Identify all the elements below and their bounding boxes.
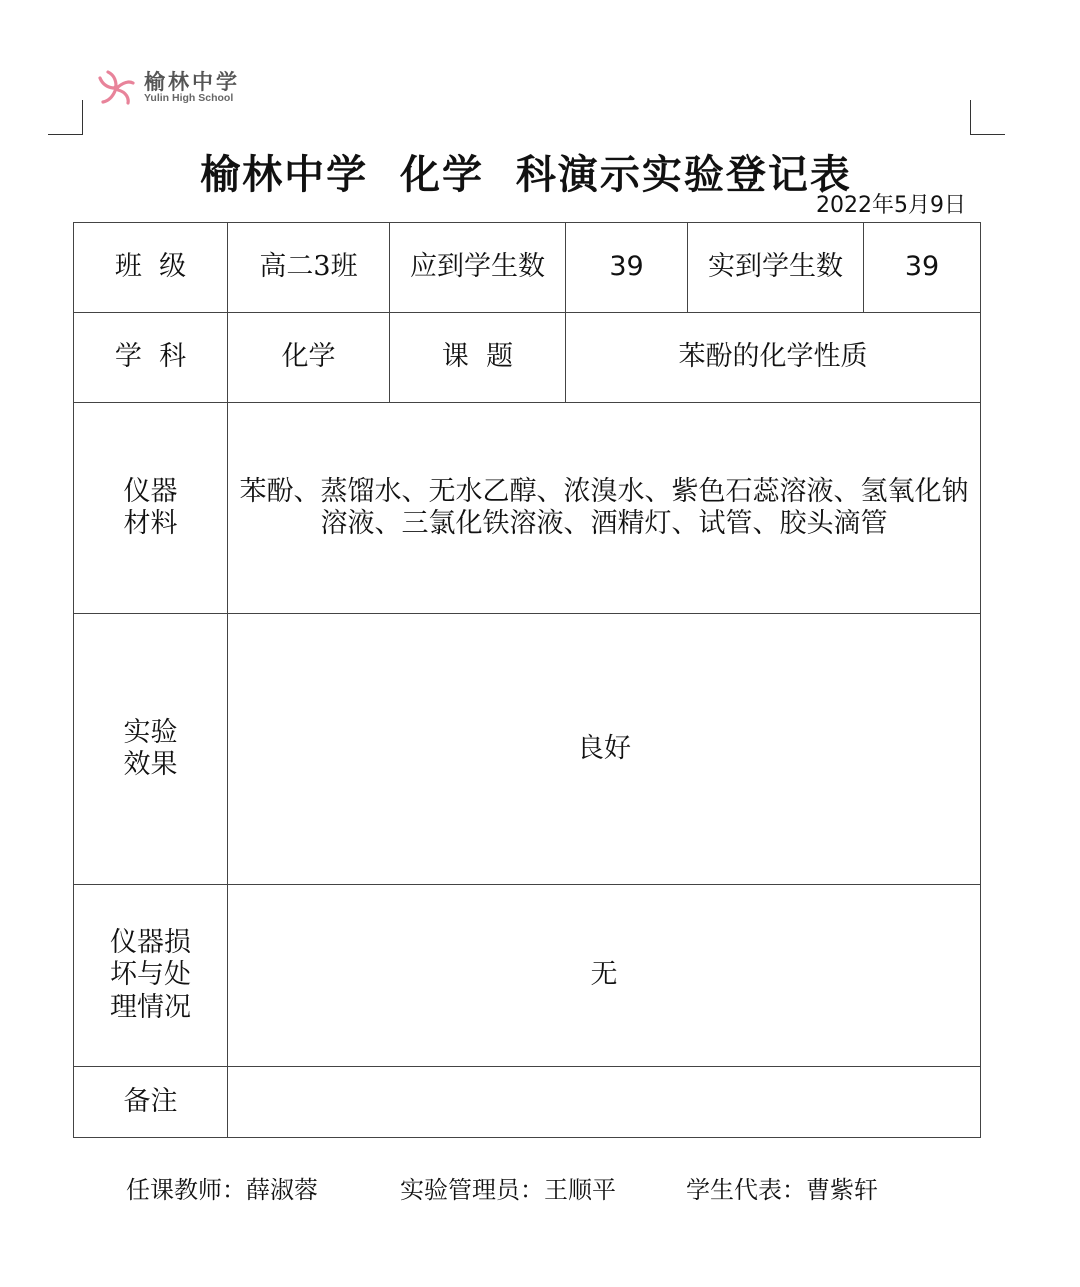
logo-english-name: Yulin High School (144, 92, 234, 104)
logo-chinese-name: 榆林中学 (144, 70, 240, 94)
class-label: 班 级 (74, 223, 228, 313)
topic-label: 课 题 (390, 313, 566, 403)
document-date: 2022年5月9日 (816, 193, 966, 218)
actual-students-label: 实到学生数 (688, 223, 864, 313)
crop-mark-left (48, 100, 83, 135)
student-signature: 学生代表：曹紫轩 (686, 1176, 878, 1204)
materials-label: 仪器材料 (123, 475, 178, 539)
topic-value: 苯酚的化学性质 (566, 313, 981, 403)
class-value: 高二3班 (228, 223, 390, 313)
damage-label: 仪器损坏与处理情况 (110, 926, 191, 1023)
table-row (74, 1067, 981, 1138)
damage-label-cell (74, 885, 228, 1067)
crop-mark-right (970, 100, 1005, 135)
table-row (74, 885, 981, 1067)
result-label-cell (74, 614, 228, 885)
expected-students-value: 39 (566, 223, 688, 313)
materials-value: 苯酚、蒸馏水、无水乙醇、浓溴水、紫色石蕊溶液、氢氧化钠溶液、三氯化铁溶液、酒精灯、试管、胶头滴管 (228, 403, 981, 614)
document-title: 榆林中学 化学 科演示实验登记表 (200, 151, 852, 198)
signature-line (126, 1170, 878, 1205)
result-label: 实验效果 (123, 716, 178, 780)
subject-value: 化学 (228, 313, 390, 403)
remarks-label: 备注 (74, 1067, 228, 1138)
manager-signature: 实验管理员：王顺平 (400, 1176, 616, 1204)
materials-label-cell (74, 403, 228, 614)
table-row (74, 223, 981, 313)
damage-value: 无 (228, 885, 981, 1067)
subject-label: 学 科 (74, 313, 228, 403)
registration-table (73, 222, 981, 1138)
flower-logo-icon (96, 68, 136, 108)
table-row (74, 403, 981, 614)
teacher-signature: 任课教师：薛淑蓉 (126, 1176, 318, 1204)
table-row (74, 614, 981, 885)
result-value: 良好 (228, 614, 981, 885)
expected-students-label: 应到学生数 (390, 223, 566, 313)
actual-students-value: 39 (864, 223, 981, 313)
table-row (74, 313, 981, 403)
remarks-value (228, 1067, 981, 1138)
school-logo (96, 66, 266, 108)
